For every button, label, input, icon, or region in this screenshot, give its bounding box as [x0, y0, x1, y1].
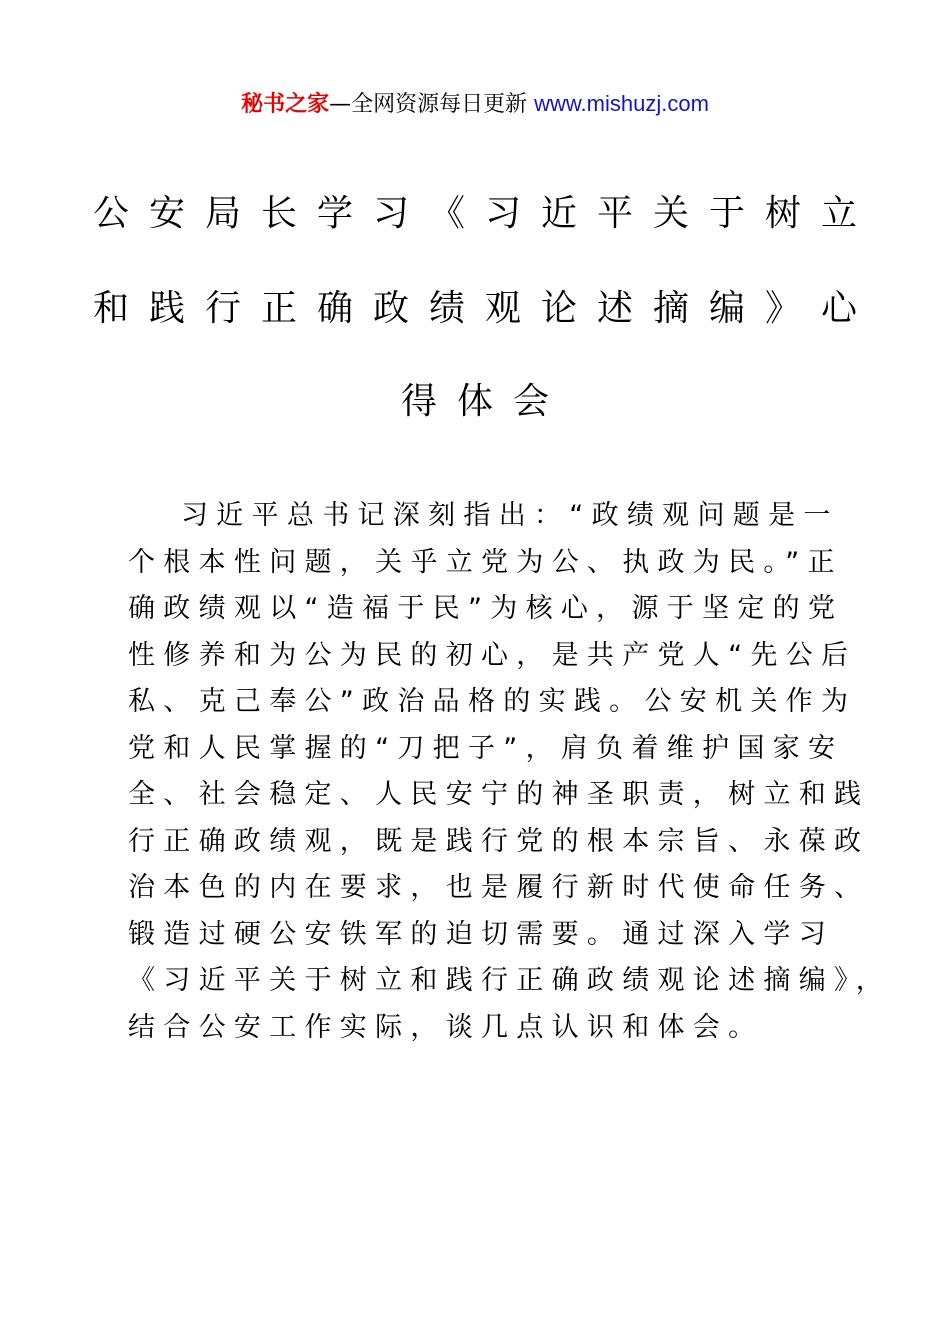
- site-url[interactable]: www.mishuzj.com: [534, 91, 709, 116]
- body-paragraph: [128, 493, 892, 1051]
- site-header: [0, 86, 950, 123]
- header-tagline: —全网资源每日更新: [329, 92, 528, 117]
- document-title-line-1: [0, 190, 950, 238]
- title-text: 公安局长学习《习近平关于树立: [92, 193, 877, 234]
- paragraph-line: 性修养和为公为民的初心，是共产党人“先公后: [128, 639, 857, 671]
- paragraph-line: 全、社会稳定、人民安宁的神圣职责，树立和践: [128, 779, 870, 810]
- paragraph-line: 个根本性问题，关乎立党为公、执政为民。”正: [128, 546, 843, 578]
- paragraph-line: 治本色的内在要求，也是履行新时代使命任务、: [128, 872, 870, 903]
- paragraph-line: 确政绩观以“造福于民”为核心，源于坚定的党: [128, 593, 844, 624]
- document-title-line-2: [0, 285, 950, 333]
- paragraph-line: 行正确政绩观，既是践行党的根本宗旨、永葆政: [128, 825, 870, 857]
- title-text: 得体会: [400, 381, 569, 422]
- document-title-line-3: [0, 378, 950, 426]
- paragraph-line: 锻造过硬公安铁军的迫切需要。通过深入学习: [128, 918, 834, 950]
- paragraph-line: 私、克己奉公”政治品格的实践。公安机关作为: [128, 686, 857, 717]
- paragraph-line: 结合公安工作实际，谈几点认识和体会。: [128, 1011, 764, 1043]
- title-text: 和践行正确政绩观论述摘编》心: [92, 288, 877, 329]
- paragraph-line: 《习近平关于树立和践行正确政绩观论述摘编》，: [128, 965, 892, 996]
- paragraph-line: 党和人民掌握的“刀把子”，肩负着维护国家安: [128, 732, 844, 764]
- paragraph-line: 习近平总书记深刻指出：“政绩观问题是一: [181, 500, 839, 531]
- brand-name: 秘书之家: [241, 92, 330, 117]
